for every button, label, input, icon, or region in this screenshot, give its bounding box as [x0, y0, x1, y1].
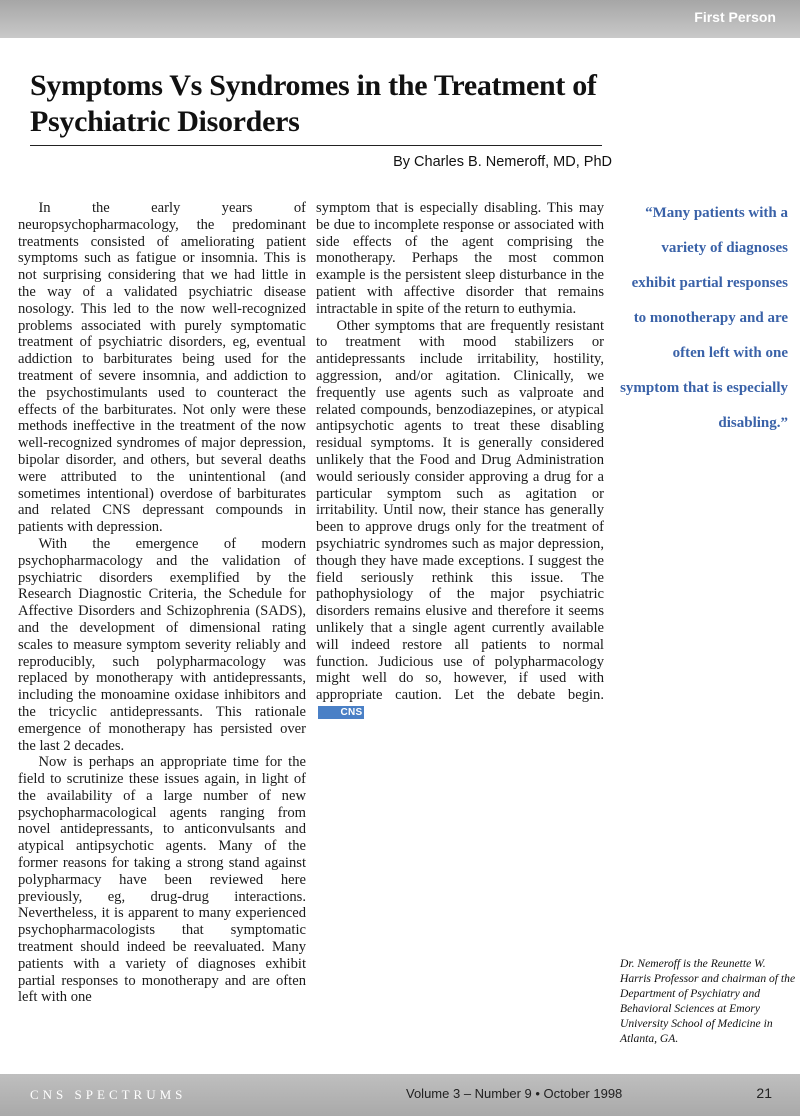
section-label: First Person: [694, 9, 776, 25]
page-number: 21: [756, 1085, 772, 1101]
paragraph-text: Other symptoms that are frequently resistant to treatment with mood stabilizers or antidepressants include irritability, hostility, aggression, and/or agitation. Clinically, we frequently use agents such as valproate and related compounds, benzodiazepines, or atypical antipsychotic agents to treat these disabling residual symptoms. It is generally considered unlikely that the Food and Drug Administration would seriously consider approving a drug for a particular symptom such as agitation or irritability. Until now, their stance has generally been to approve drugs only for the treatment of psychiatric syndromes such as major depression, though they have made exceptions. I suggest the field seriously rethink this issue. The pathophysiology of the major psychiatric disorders remains elusive and therefore it seems unlikely that a single agent currently available will indeed restore all patients to normal function. Judicious use of polypharmacology might well do so, however, if used with appropriate caution. Let the debate begin.: [316, 317, 604, 704]
body-column-2: [316, 200, 604, 721]
journal-name: CNS SPECTRUMS: [30, 1087, 187, 1102]
title-divider: [30, 145, 602, 146]
author-bio: Dr. Nemeroff is the Reunette W. Harris Professor and chairman of the Department of Psychiatry and Behavioral Sciences at Emory University School of Medicine in Atlanta, GA.: [620, 957, 796, 1045]
article-title: Symptoms Vs Syndromes in the Treatment of Psychiatric Disorders: [30, 69, 597, 138]
paragraph: [316, 318, 604, 721]
end-mark-logo: CNS: [318, 706, 364, 719]
paragraph: With the emergence of modern psychopharmacology and the validation of psychiatric disorders exemplified by the Research Diagnostic Criteria, the Schedule for Affective Disorders and Schizophrenia (SADS), and the development of dimensional rating scales to measure symptom severity reliably and reproducibly, such polypharmacology was replaced by monotherapy with antidepressants, including the monoamine oxidase inhibitors and the tricyclic antidepressants. This rationale emergence of monotherapy has persisted over the last 2 decades.: [18, 535, 306, 754]
body-column-1: [18, 200, 306, 1006]
pull-quote: “Many patients with a variety of diagnoses exhibit partial responses to monotherapy and are often left with one symptom that is especially disabling.”: [620, 205, 788, 431]
issue-info: Volume 3 – Number 9 • October 1998: [406, 1086, 623, 1101]
paragraph: Now is perhaps an appropriate time for the field to scrutinize these issues again, in light of the availability of a large number of new psychopharmacological agents ranging from novel antidepressants, to anticonvulsants and atypical antipsychotic agents. Many of the former reasons for taking a strong stand against polypharmacy have been reviewed here previously, eg, drug-drug interactions. Nevertheless, it is apparent to many experienced psychopharmacologists that symptomatic treatment should indeed be reevaluated. Many patients with a variety of diagnoses exhibit partial responses to monotherapy and are often left with one: [18, 754, 306, 1006]
header-bar: [0, 0, 800, 38]
paragraph: In the early years of neuropsychopharmacology, the predominant treatments consisted of ameliorating patient symptoms such as fatigue or insomnia. This is not surprising considering that we had little in the way of a validated psychiatric disease nosology. This led to the now well-recognized problems associated with purely symptomatic treatment of psychiatric disorders, eg, eventual addiction to barbiturates being used for the treatment of severe insomnia, and addiction to the psychostimulants used to counteract the effects of the barbiturates. Not only were these methods ineffective in the treatment of the now well-recognized syndromes of major depression, bipolar disorder, and others, but several deaths were attributed to the unintentional (and sometimes intentional) overdose of barbiturates and related CNS depressant compounds in patients with depression.: [18, 200, 306, 536]
byline: By Charles B. Nemeroff, MD, PhD: [393, 154, 612, 170]
footer-bar: [0, 1074, 800, 1116]
paragraph: symptom that is especially disabling. This may be due to incomplete response or associated with side effects of the agent comprising the monotherapy. Perhaps the most common example is the persistent sleep disturbance in the patient with affective disorder that remains intractable in spite of the return to euthymia.: [316, 200, 604, 317]
